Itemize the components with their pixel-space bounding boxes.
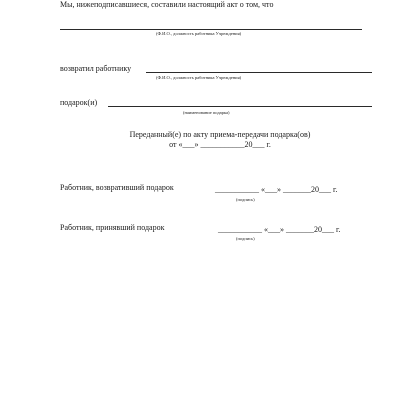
signature-receiver-label: Работник, принявший подарок (60, 223, 165, 232)
signature-returner-value: ___________ «___» _______20___ г. (215, 185, 338, 194)
transferred-line-1: Переданный(е) по акту приема-передачи подарка(ов) (129, 130, 311, 139)
signature-returner-caption: (подпись) (236, 197, 255, 202)
transferred-line-2: от «___» ___________20___ г. (169, 140, 271, 149)
intro-caption: (Ф.И.О., должность работника Учреждения) (156, 31, 242, 36)
returned-name-line (146, 72, 372, 73)
returned-label: возвратил работнику (60, 64, 132, 73)
returned-caption: (Ф.И.О., должность работника Учреждения) (156, 75, 242, 80)
gift-label: подарок(и) (60, 98, 98, 107)
signature-returner-label: Работник, возвративший подарок (60, 183, 174, 192)
intro-name-line (60, 29, 362, 30)
intro-text: Мы, нижеподписавшиеся, составили настоящий акт о том, что (60, 0, 274, 9)
signature-receiver-value: ___________ «___» _______20___ г. (218, 225, 341, 234)
gift-caption: (наименование подарка) (183, 110, 230, 115)
gift-name-line (108, 106, 372, 107)
signature-receiver-caption: (подпись) (236, 236, 255, 241)
